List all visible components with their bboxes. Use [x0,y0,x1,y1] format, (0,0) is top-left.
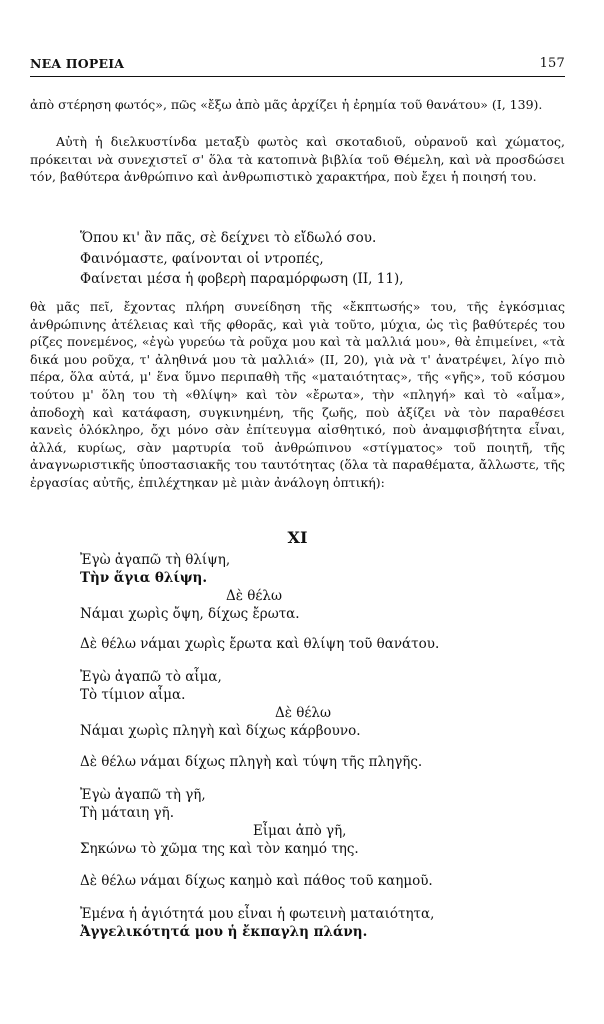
poem-line-4: Νάμαι χωρὶς ὄψη, δίχως ἔρωτα. [80,606,300,622]
paragraph-1: ἀπὸ στέρηση φωτός», πῶς «ἔξω ἀπὸ μᾶς ἀρχίζει ἡ ἐρημία τοῦ θανάτου» (Ι, 139). [30,97,543,112]
poem-title: XI [287,528,308,547]
poem-line-15: Δὲ θέλω νάμαι δίχως καημὸ καὶ πάθος τοῦ καημοῦ. [80,873,433,889]
poem-line-16: Ἐμένα ἡ ἁγιότητά μου εἶναι ἡ φωτεινὴ ματαιότητα, [80,906,435,922]
poem-line-6: Ἐγὼ ἀγαπῶ τὸ αἷμα, [80,669,222,685]
header-rule [30,76,565,77]
page-number: 157 [539,56,565,71]
poem-line-9: Νάμαι χωρὶς πληγὴ καὶ δίχως κάρβουνο. [80,723,361,739]
paragraph-2: Αὐτὴ ἡ διελκυστίνδα μεταξὺ φωτὸς καὶ σκοταδιοῦ, οὐρανοῦ καὶ χώματος, πρόκειται νὰ συνεχιστεῖ σ' ὅλα τὰ κατοπινὰ βιβλία τοῦ Θέμελη, καὶ νὰ προσδώσει τόν, βαθύτερα ἀνθρώπινο καὶ ἀνθρωπιστικὸ χαρακτήρα, ποὺ ἔχει ἡ ποιησή του. [30,134,565,185]
running-header [30,56,565,76]
poem-line-1: Ἐγὼ ἀγαπῶ τὴ θλίψη, [80,552,231,568]
running-title: ΝΕΑ ΠΟΡΕΙΑ [30,56,125,71]
quote-line-1: Ὅπου κι' ἂν πᾶς, σὲ δείχνει τὸ εἴδωλό σου. [80,230,377,246]
poem-line-7: Τὸ τίμιον αἷμα. [80,687,186,703]
poem-line-8: Δὲ θέλω [275,705,331,721]
poem-line-14: Σηκώνω τὸ χῶμα της καὶ τὸν καημό της. [80,841,359,857]
poem-line-3: Δὲ θέλω [226,588,282,604]
poem-line-11: Ἐγὼ ἀγαπῶ τὴ γῆ, [80,787,206,803]
quoted-verse [80,228,565,290]
quote-line-2: Φαινόμαστε, φαίνονται οἱ ντροπές, [80,250,324,267]
poem-line-2: Τὴν ἅγια θλίψη. [80,570,208,586]
paragraph-3: θὰ μᾶς πεῖ, ἔχοντας πλήρη συνείδηση τῆς «ἔκπτωσής» του, τῆς ἐγκόσμιας ἀνθρώπινης ἀτέλειας καὶ τῆς φθορᾶς, καὶ γιὰ τοῦτο, μύχια, ὡς τὶς βαθύτερές του ρίζες πονεμένος, «ἐγὼ γυρεύω τὰ ροῦχα μου καὶ τὰ μαλλιά μου», θὰ ἐπιμείνει, «τὰ δικά μου ροῦχα, τ' ἀληθινά μου τὰ μαλλιά» (ΙΙ, 20), γιὰ νὰ τ' ἀνατρέψει, λίγο πιὸ πέρα, ὅλα αὐτά, μ' ἕνα ὕμνο περιπαθὴ τῆς «ματαιότητας», τῆς «γῆς», τοῦ κόσμου τούτου μ' ὅλη του τὴ «θλίψη» καὶ τὸν «ἔρωτα», τὴν «πληγή» καὶ τὸ «αἷμα», ἀποδοχὴ καὶ κατάφαση, συγκινημένη, τῆς ζωῆς, ποὺ ἀξίζει νὰ τὸν παραθέσει κανεὶς ὁλόκληρο, ὄχι μόνο σὰν ἐπίτευγμα αἰσθητικό, ποὺ ἀναμφισβήτητα εἶναι, ἀλλά, κυρίως, σὰν μαρτυρία τοῦ ἀνθρώπινου «στίγματος» τοῦ ποιητῆ, τῆς ἀναγνωριστικῆς ὑποστασιακῆς του ταυτότητας (ὅλα τὰ παραθέματα, ἄλλωστε, τῆς ἐργασίας αὐτῆς, ἐπιλέχτηκαν μὲ μιὰν ἀνάλογη ὀπτική): [30,299,565,490]
poem-line-13: Εἶμαι ἀπὸ γῆ, [253,823,347,839]
book-page [30,0,565,1024]
poem-line-17: Ἀγγελικότητά μου ἡ ἔκπαγλη πλάνη. [80,924,368,940]
quote-line-3: Φαίνεται μέσα ἡ φοβερὴ παραμόρφωση (ΙΙ, 11), [80,271,404,287]
poem-line-5: Δὲ θέλω νάμαι χωρὶς ἔρωτα καὶ θλίψη τοῦ θανάτου. [80,636,440,652]
poem-line-12: Τὴ μάταιη γῆ. [80,805,174,821]
poem-line-10: Δὲ θέλω νάμαι δίχως πληγὴ καὶ τύψη τῆς πληγῆς. [80,754,423,770]
